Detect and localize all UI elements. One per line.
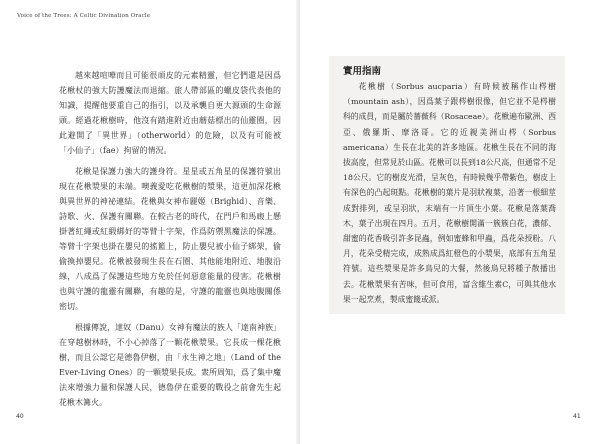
sidebar-title: 實用指南: [343, 66, 382, 77]
page-number-right: 41: [573, 413, 581, 420]
page-number-left: 40: [16, 413, 24, 420]
body-paragraph: 花楸是保護力強大的護身符。星星或五角星的保護符號出現在花楸漿果的末端。噢義愛吃花楸樹的漿果，這更加深花楸與異世界的神祕連結。花楸與女神布麗姬（Brighid）、音樂、詩歌、火、保護有關聯。在較古老的時代，在門戶和馬廄上懸掛著紅繩或紅緞綁好的等臂十字架，作爲防禦黑魔法的保護。等臂十字架也掛在嬰兒的搖籃上，防止嬰兒被小仙子綁架，偷偷換掉嬰兒。花楸被發現生長在石圈、其他能地附近、地腹沿線，八成爲了保護這些地方免於任何惡意能量的侵害。花楸樹也與守護的龍靈有關聯，有趣的是，守護的龍靈也與地腹關係密切。: [59, 167, 281, 311]
sidebar-paragraph: 花楸樹（Sorbus aucparia）有時候被稱作山梣樹（mountain ash），因爲葉子跟梣樹很像，但它並不是梣樹科的成員，而是屬於薔薇科（Rosaceae）。花楸遍布歐洲、西亞、俄羅斯、摩洛哥。它的近親美洲山梣（Sorbus americana）生長在北美的許多地區。花楸生長在不同的海拔高度，但常見於山區。花楸可以長到18公尺高，但通常不足18公尺。它的樹皮光滑，呈灰色，有時候幾乎帶紫色，樹皮上有深色的凸起斑點。花楸樹的葉片是羽狀複葉，沿著一根細莖成對排列，或呈羽狀，末端有一片頂生小葉。花楸是落葉喬木，葉子出現在四月。五月，花楸樹開滿一簇簇白花，濃郁、甜蜜的花香吸引許多昆蟲，例如蜜蜂和甲蟲，爲花朵授粉。八月，花朵受精完成，成熟成爲紅橙色的小漿果，底部有五角星符號。這些漿果是許多鳥兒的大餐，然後鳥兒將種子散播出去。花楸漿果有苦味，但可食用，富含維生素C，可與其他水果一起烹煮，製成蜜餞或派。: [343, 82, 556, 304]
left-page-body: [59, 68, 281, 416]
body-paragraph: 根據傳說，達奴（Danu）女神有魔法的族人「達南神族」在穿越樹林時，不小心掉落了一顆花楸漿果。它長成一棵花楸樹，而且公認它是德魯伊樹，由「永生神之地」（Land of the Ever-Living Ones）的一顆漿果長成。衆所周知，爲了集中魔法來增強力量和保護人民，德魯伊在重要的戰役之前會先生起花楸木篝火。: [59, 323, 281, 407]
running-head: Voice of the Trees: A Celtic Divination Oracle: [17, 13, 151, 19]
body-paragraph: 越來越喧嘩而且可能很頑皮的元素精靈，但它們還是因爲花楸杖的強大防護魔法而退縮。旅人帶部區的蠟皮袋代表他的知識，提醒他要重自己的指引，以及承襲自更大源頭的生命源頭。經過花楸樹時，他沒有踏進附近由蘑菇標出的仙靈圈，因此避開了「異世界」（otherworld）的危險，以及有可能被「小仙子」（fae）拘留的情況。: [59, 71, 281, 155]
sidebar-body: [343, 79, 556, 307]
